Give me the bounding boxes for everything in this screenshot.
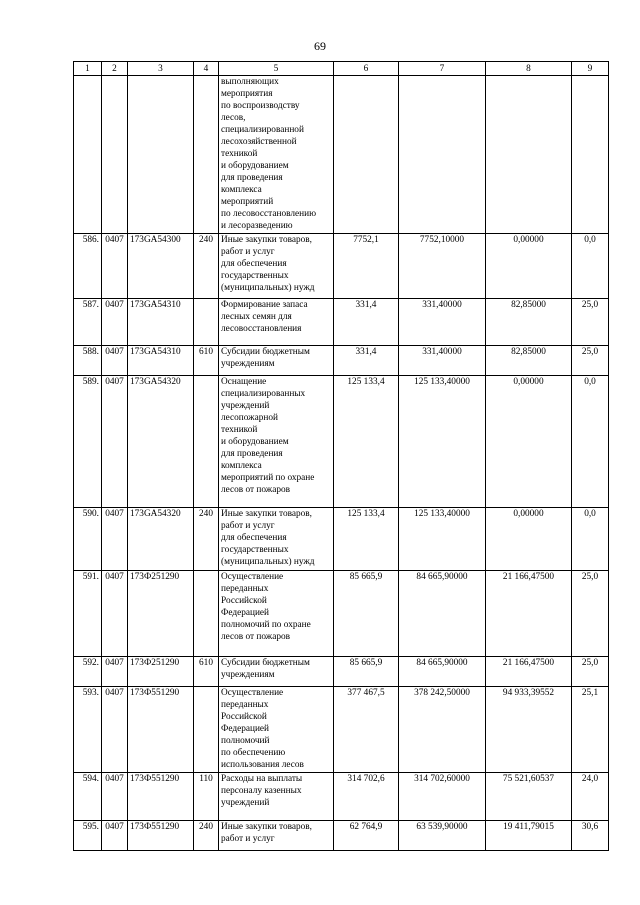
budget-table — [73, 61, 609, 851]
table-row — [74, 687, 609, 773]
column-8-value: 82,85000 — [486, 346, 572, 376]
column-8-value: 0,00000 — [486, 376, 572, 508]
row-number: 595. — [74, 821, 102, 851]
column-8-value: 0,00000 — [486, 234, 572, 299]
row-number: 588. — [74, 346, 102, 376]
expense-type-code — [194, 76, 219, 234]
item-name: Формирование запаса лесных семян для лесовосстановления — [219, 299, 334, 346]
column-8-value: 82,85000 — [486, 299, 572, 346]
row-number: 586. — [74, 234, 102, 299]
row-number: 587. — [74, 299, 102, 346]
expense-type-code: 240 — [194, 821, 219, 851]
table-row — [74, 773, 609, 821]
section-code: 0407 — [102, 234, 128, 299]
column-6-value: 377 467,5 — [334, 687, 399, 773]
item-name: Иные закупки товаров, работ и услуг для обеспечения государственных (муниципальных) нужд — [219, 234, 334, 299]
item-name: выполняющих мероприятия по воспроизводству лесов, специализированной лесохозяйственной техникой и оборудованием для проведения комплекса мероприятий по лесовосстановлению и лесоразведению — [219, 76, 334, 234]
item-name: Оснащение специализированных учреждений лесопожарной техникой и оборудованием для проведения комплекса мероприятий по охране лесов от пожаров — [219, 376, 334, 508]
column-8-value: 19 411,79015 — [486, 821, 572, 851]
target-article-code: 173Ф551290 — [128, 687, 194, 773]
target-article-code: 173GA54320 — [128, 376, 194, 508]
column-header-1: 1 — [74, 62, 102, 76]
section-code: 0407 — [102, 571, 128, 657]
target-article-code — [128, 76, 194, 234]
target-article-code: 173GA54310 — [128, 299, 194, 346]
expense-type-code: 110 — [194, 773, 219, 821]
column-7-value: 84 665,90000 — [399, 571, 486, 657]
item-name: Иные закупки товаров, работ и услуг для обеспечения государственных (муниципальных) нужд — [219, 508, 334, 571]
column-6-value: 7752,1 — [334, 234, 399, 299]
column-9-value: 25,1 — [572, 687, 609, 773]
target-article-code: 173Ф251290 — [128, 657, 194, 687]
target-article-code: 173Ф551290 — [128, 773, 194, 821]
column-7-value: 125 133,40000 — [399, 376, 486, 508]
section-code: 0407 — [102, 821, 128, 851]
column-9-value: 25,0 — [572, 657, 609, 687]
section-code — [102, 76, 128, 234]
table-row — [74, 657, 609, 687]
column-6-value: 62 764,9 — [334, 821, 399, 851]
column-9-value: 0,0 — [572, 376, 609, 508]
item-name: Осуществление переданных Российской Федерацией полномочий по обеспечению использования лесов — [219, 687, 334, 773]
section-code: 0407 — [102, 508, 128, 571]
column-header-7: 7 — [399, 62, 486, 76]
item-name: Осуществление переданных Российской Федерацией полномочий по охране лесов от пожаров — [219, 571, 334, 657]
column-header-3: 3 — [128, 62, 194, 76]
expense-type-code — [194, 687, 219, 773]
column-7-value — [399, 76, 486, 234]
table-row — [74, 508, 609, 571]
column-9-value — [572, 76, 609, 234]
section-code: 0407 — [102, 687, 128, 773]
column-8-value: 94 933,39552 — [486, 687, 572, 773]
column-7-value: 63 539,90000 — [399, 821, 486, 851]
column-6-value: 85 665,9 — [334, 571, 399, 657]
expense-type-code: 610 — [194, 346, 219, 376]
row-number: 590. — [74, 508, 102, 571]
table-row — [74, 571, 609, 657]
column-6-value — [334, 76, 399, 234]
row-number: 591. — [74, 571, 102, 657]
page-number: 69 — [314, 39, 326, 53]
row-number: 589. — [74, 376, 102, 508]
expense-type-code — [194, 571, 219, 657]
table-body — [74, 76, 609, 851]
column-9-value: 0,0 — [572, 508, 609, 571]
table-row — [74, 76, 609, 234]
expense-type-code: 240 — [194, 234, 219, 299]
column-6-value: 314 702,6 — [334, 773, 399, 821]
column-6-value: 125 133,4 — [334, 508, 399, 571]
column-6-value: 331,4 — [334, 299, 399, 346]
column-8-value — [486, 76, 572, 234]
column-9-value: 25,0 — [572, 346, 609, 376]
column-8-value: 0,00000 — [486, 508, 572, 571]
expense-type-code: 610 — [194, 657, 219, 687]
expense-type-code — [194, 376, 219, 508]
section-code: 0407 — [102, 376, 128, 508]
column-9-value: 24,0 — [572, 773, 609, 821]
column-7-value: 7752,10000 — [399, 234, 486, 299]
column-9-value: 30,6 — [572, 821, 609, 851]
column-6-value: 125 133,4 — [334, 376, 399, 508]
column-6-value: 85 665,9 — [334, 657, 399, 687]
column-7-value: 314 702,60000 — [399, 773, 486, 821]
column-8-value: 21 166,47500 — [486, 657, 572, 687]
table-row — [74, 376, 609, 508]
item-name: Субсидии бюджетным учреждениям — [219, 657, 334, 687]
row-number: 594. — [74, 773, 102, 821]
column-header-5: 5 — [219, 62, 334, 76]
expense-type-code — [194, 299, 219, 346]
section-code: 0407 — [102, 346, 128, 376]
column-header-6: 6 — [334, 62, 399, 76]
row-number: 593. — [74, 687, 102, 773]
column-6-value: 331,4 — [334, 346, 399, 376]
column-8-value: 75 521,60537 — [486, 773, 572, 821]
column-header-2: 2 — [102, 62, 128, 76]
section-code: 0407 — [102, 657, 128, 687]
column-7-value: 378 242,50000 — [399, 687, 486, 773]
column-header-4: 4 — [194, 62, 219, 76]
section-code: 0407 — [102, 773, 128, 821]
target-article-code: 173GA54320 — [128, 508, 194, 571]
column-9-value: 25,0 — [572, 299, 609, 346]
column-7-value: 331,40000 — [399, 346, 486, 376]
column-7-value: 84 665,90000 — [399, 657, 486, 687]
item-name: Расходы на выплаты персоналу казенных учреждений — [219, 773, 334, 821]
table-row — [74, 234, 609, 299]
item-name: Субсидии бюджетным учреждениям — [219, 346, 334, 376]
header-row — [74, 62, 609, 76]
target-article-code: 173GA54300 — [128, 234, 194, 299]
target-article-code: 173Ф251290 — [128, 571, 194, 657]
expense-type-code: 240 — [194, 508, 219, 571]
row-number — [74, 76, 102, 234]
section-code: 0407 — [102, 299, 128, 346]
column-8-value: 21 166,47500 — [486, 571, 572, 657]
target-article-code: 173GA54310 — [128, 346, 194, 376]
column-9-value: 25,0 — [572, 571, 609, 657]
column-header-8: 8 — [486, 62, 572, 76]
column-header-9: 9 — [572, 62, 609, 76]
table-row — [74, 821, 609, 851]
target-article-code: 173Ф551290 — [128, 821, 194, 851]
column-7-value: 331,40000 — [399, 299, 486, 346]
table-row — [74, 346, 609, 376]
column-9-value: 0,0 — [572, 234, 609, 299]
column-7-value: 125 133,40000 — [399, 508, 486, 571]
table-row — [74, 299, 609, 346]
item-name: Иные закупки товаров, работ и услуг — [219, 821, 334, 851]
row-number: 592. — [74, 657, 102, 687]
